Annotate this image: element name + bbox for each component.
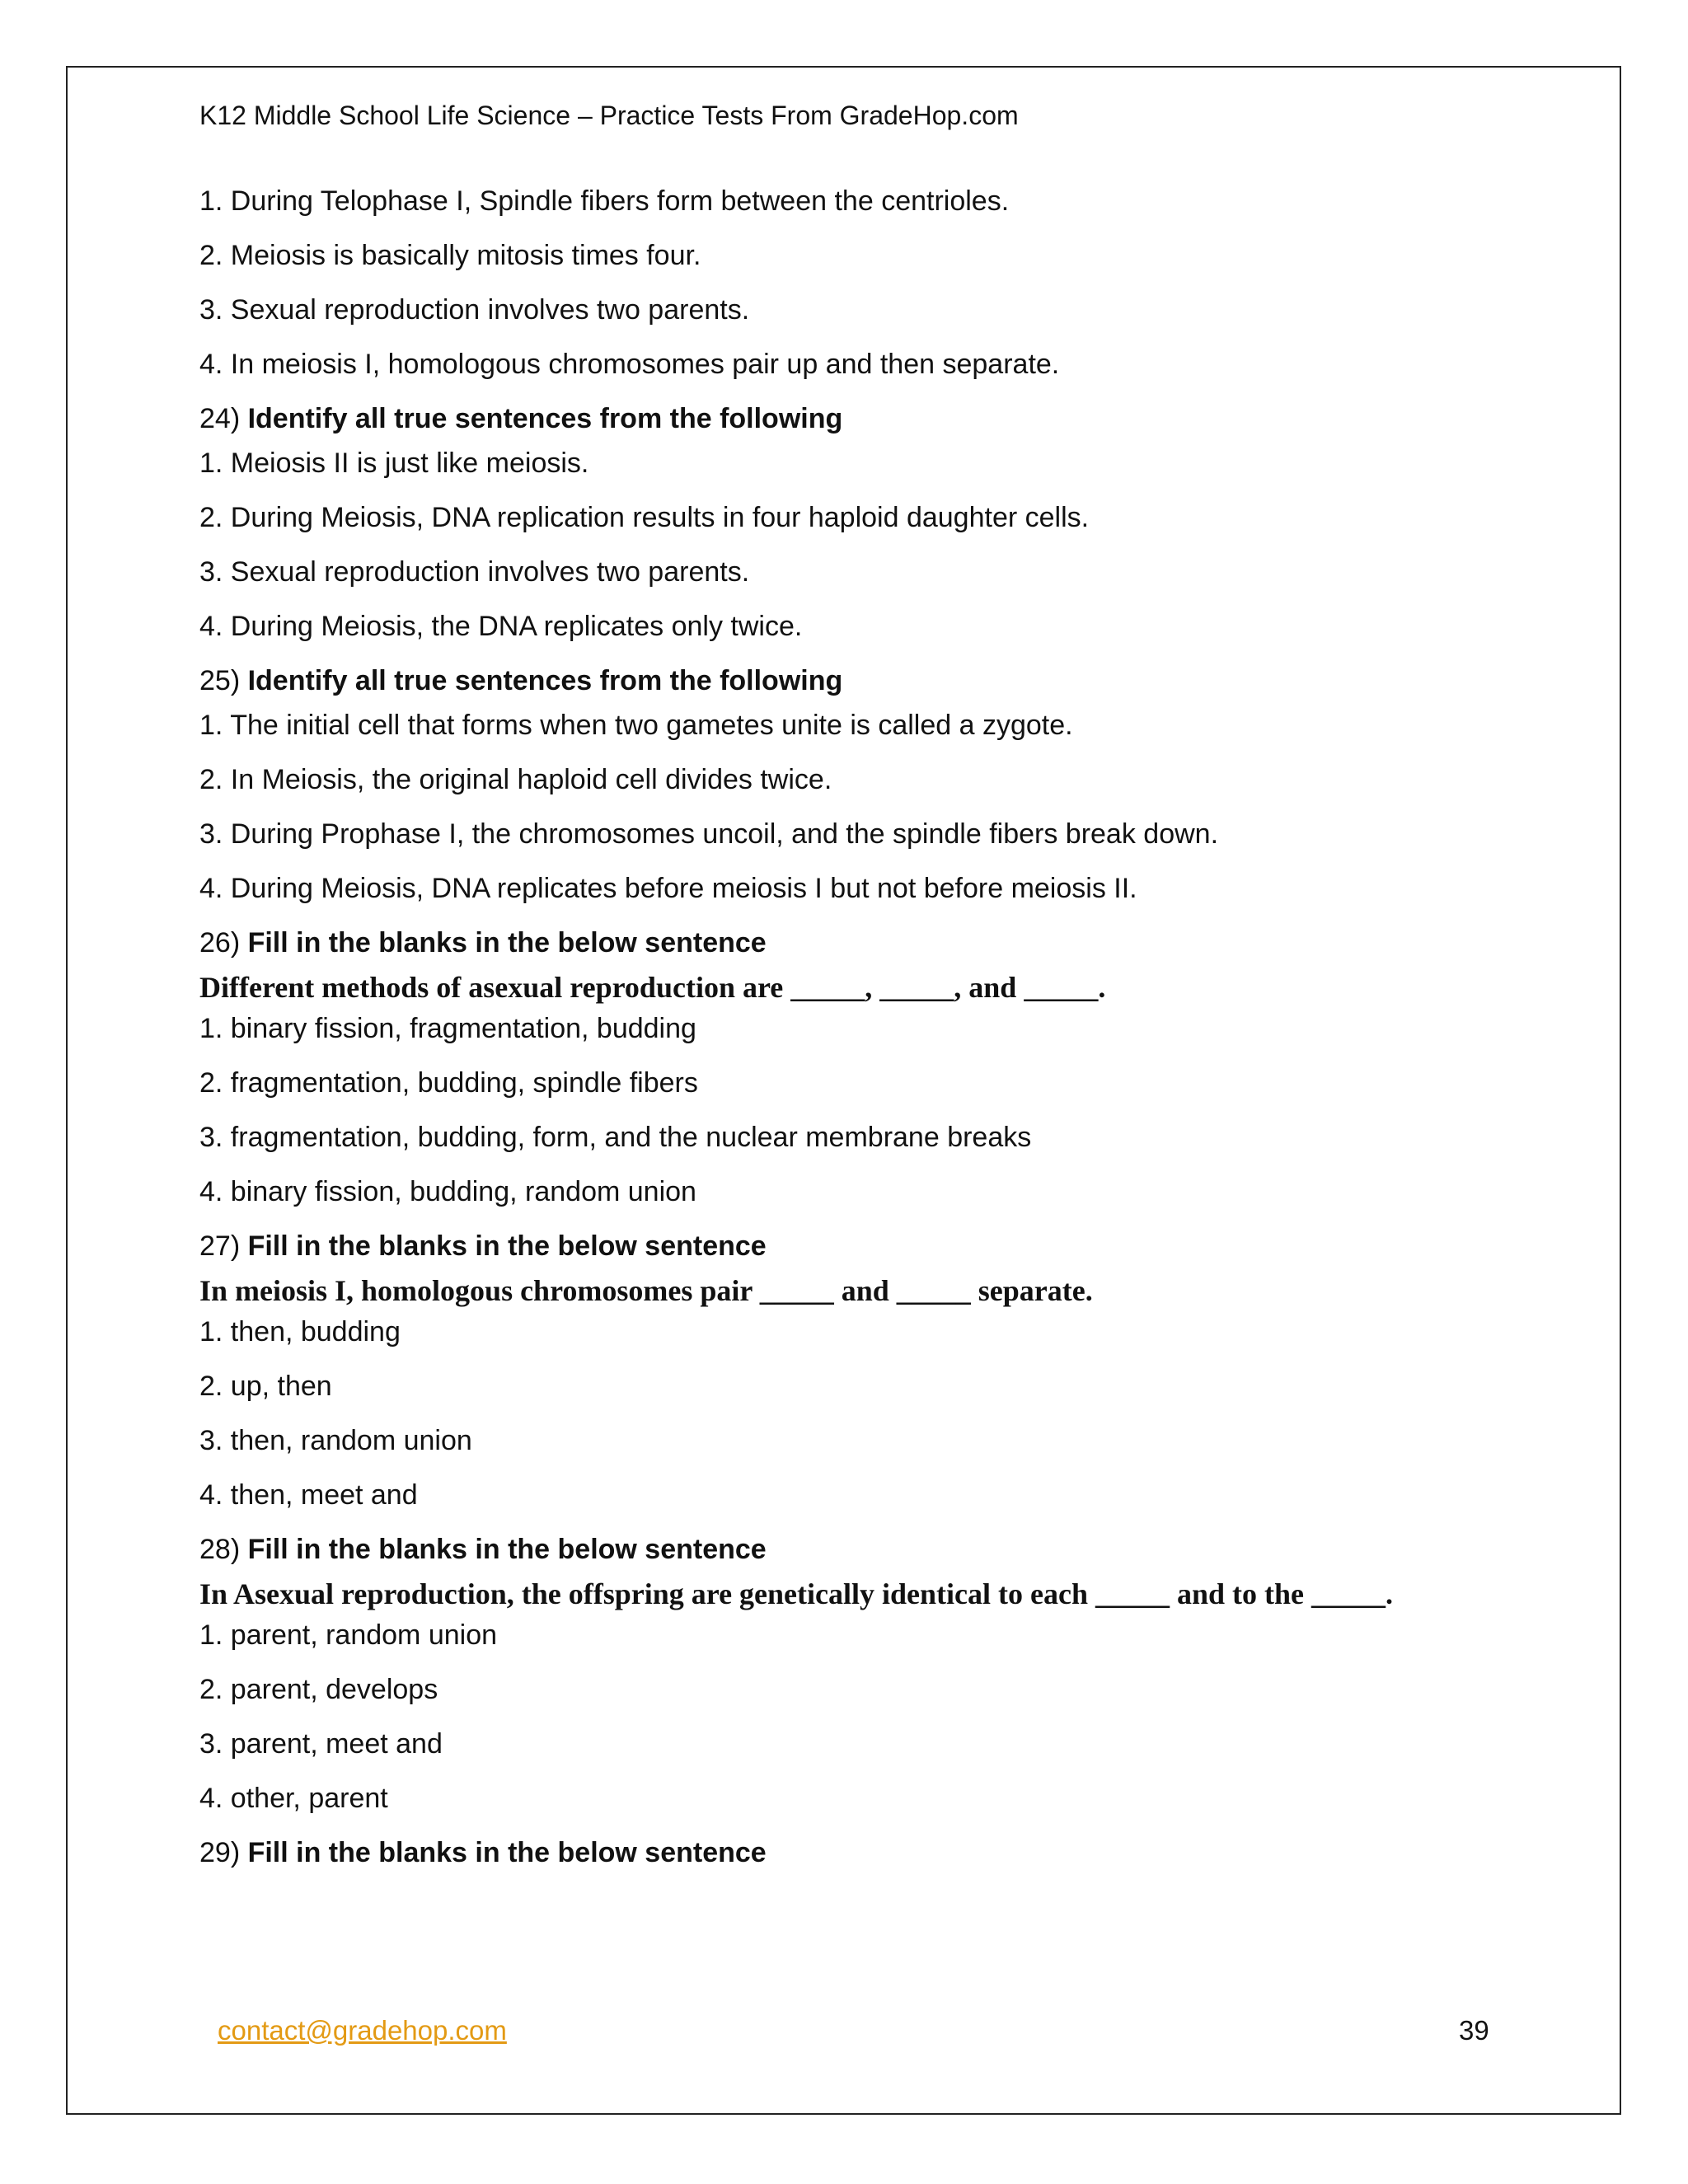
answer-option: 3. then, random union	[199, 1425, 472, 1456]
answer-option: 3. Sexual reproduction involves two parents.	[199, 556, 750, 588]
answer-option: 1. binary fission, fragmentation, budding	[199, 1013, 696, 1044]
answer-option: 2. fragmentation, budding, spindle fibers	[199, 1067, 698, 1099]
answer-option: 4. binary fission, budding, random union	[199, 1176, 696, 1207]
question-27	[199, 1228, 1518, 1513]
question-number: 28)	[199, 1534, 241, 1565]
answer-option: 2. During Meiosis, DNA replication results in four haploid daughter cells.	[199, 502, 1090, 533]
document-body	[199, 99, 1518, 1879]
question-title: Fill in the blanks in the below sentence	[247, 1230, 767, 1262]
answer-option: 1. Meiosis II is just like meiosis.	[199, 448, 589, 479]
answer-option: 2. In Meiosis, the original haploid cell divides twice.	[199, 764, 832, 795]
question-heading	[199, 1531, 1518, 1568]
fill-in-sentence: In meiosis I, homologous chromosomes pair _____ and _____ separate.	[199, 1274, 1093, 1307]
question-title: Fill in the blanks in the below sentence	[247, 1837, 767, 1868]
question-24	[199, 401, 1518, 644]
question-number: 24)	[199, 403, 241, 434]
answer-option: 4. During Meiosis, DNA replicates before meiosis I but not before meiosis II.	[199, 873, 1137, 904]
question-heading	[199, 925, 1518, 961]
question-number: 29)	[199, 1837, 241, 1868]
answer-option: 1. parent, random union	[199, 1619, 498, 1651]
answer-option: 2. parent, develops	[199, 1674, 438, 1705]
question-heading	[199, 1835, 1518, 1871]
question-number: 25)	[199, 665, 241, 696]
answer-option: 3. parent, meet and	[199, 1728, 443, 1760]
answer-option: 1. then, budding	[199, 1316, 401, 1347]
page-header: K12 Middle School Life Science – Practice Tests From GradeHop.com	[199, 101, 1019, 130]
question-heading	[199, 663, 1518, 699]
answer-option: 1. The initial cell that forms when two gametes unite is called a zygote.	[199, 710, 1073, 741]
answer-option: 1. During Telophase I, Spindle fibers form between the centrioles.	[199, 185, 1010, 217]
question-26	[199, 925, 1518, 1210]
answer-option: 4. In meiosis I, homologous chromosomes pair up and then separate.	[199, 349, 1060, 380]
question-number: 27)	[199, 1230, 241, 1262]
question-heading	[199, 1228, 1518, 1264]
answer-option: 4. During Meiosis, the DNA replicates only twice.	[199, 611, 803, 642]
answer-option: 2. up, then	[199, 1371, 332, 1402]
page-number: 39	[1459, 2015, 1489, 2046]
question-29	[199, 1835, 1518, 1871]
question-title: Fill in the blanks in the below sentence	[247, 1534, 767, 1565]
answer-option: 4. other, parent	[199, 1783, 388, 1814]
question-25	[199, 663, 1518, 907]
answer-option: 3. During Prophase I, the chromosomes uncoil, and the spindle fibers break down.	[199, 818, 1219, 850]
question-28	[199, 1531, 1518, 1816]
fill-in-sentence: In Asexual reproduction, the offspring are genetically identical to each _____ and to the _____.	[199, 1577, 1393, 1610]
answer-option: 4. then, meet and	[199, 1479, 418, 1511]
answer-option: 3. fragmentation, budding, form, and the nuclear membrane breaks	[199, 1122, 1032, 1153]
question-title: Identify all true sentences from the following	[247, 403, 843, 434]
contact-email-link[interactable]: contact@gradehop.com	[218, 2015, 507, 2046]
answer-option: 2. Meiosis is basically mitosis times four.	[199, 240, 701, 271]
question-number: 26)	[199, 927, 241, 958]
question-title: Identify all true sentences from the following	[247, 665, 843, 696]
fill-in-sentence: Different methods of asexual reproduction are _____, _____, and _____.	[199, 971, 1106, 1004]
question-title: Fill in the blanks in the below sentence	[247, 927, 767, 958]
question-23-options	[199, 183, 1518, 382]
answer-option: 3. Sexual reproduction involves two parents.	[199, 294, 750, 326]
question-heading	[199, 401, 1518, 437]
